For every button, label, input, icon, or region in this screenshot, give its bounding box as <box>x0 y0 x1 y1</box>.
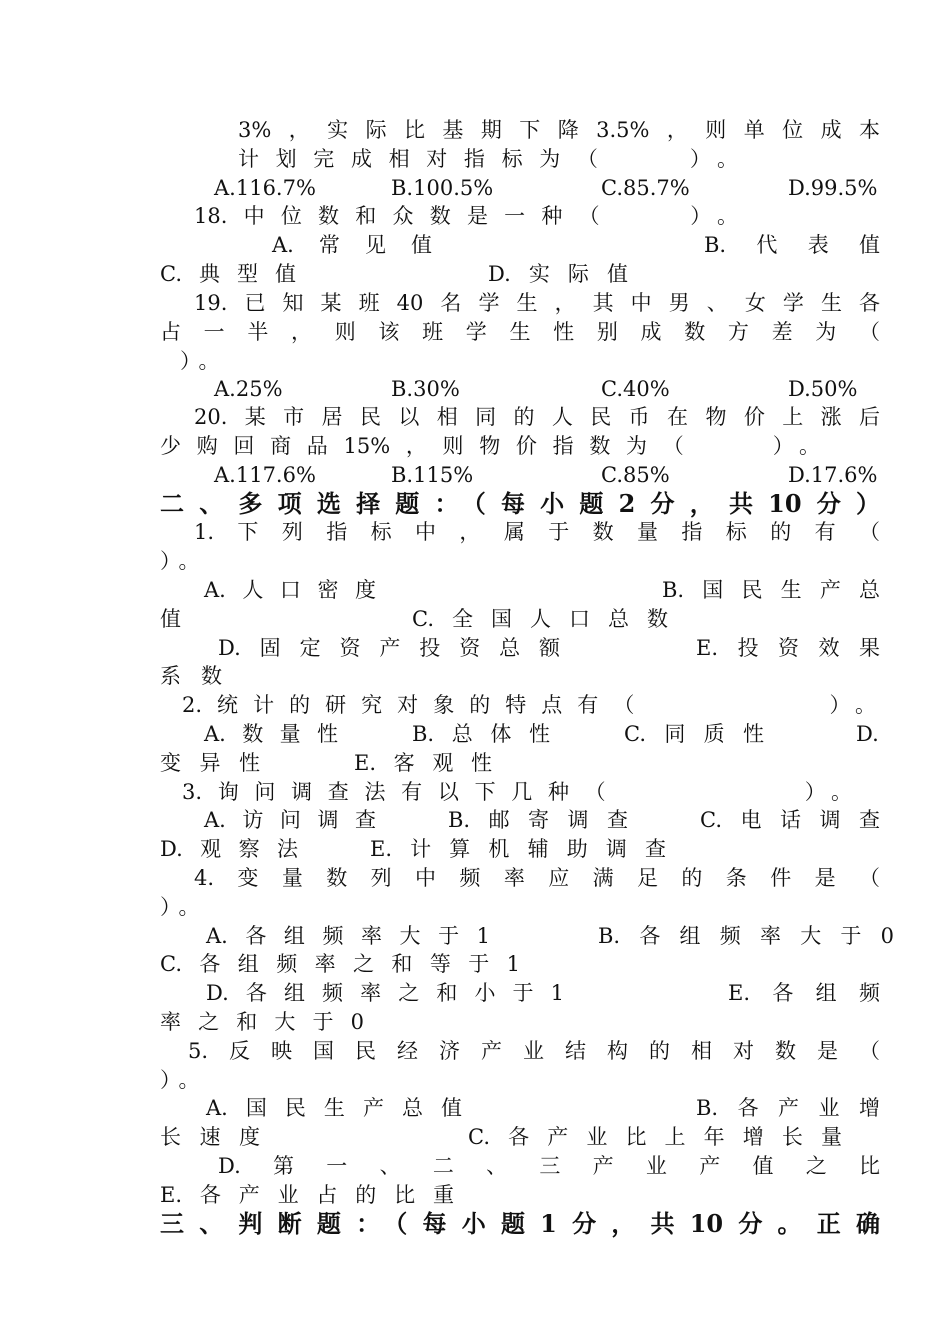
q17-line1: 3%，实际比基期下降3.5%，则单位成本 <box>238 118 880 142</box>
m3-option-e: E.计算机辅助调查 <box>370 837 666 861</box>
m5-option-a: A.国民生产总值 <box>206 1096 462 1120</box>
m5-line1: 5.反映国民经济产业结构的相对数是（ <box>188 1039 880 1063</box>
m4-option-c: C.各组频率之和等于1 <box>160 952 520 976</box>
q18-option-a: A.常见值 <box>272 233 432 257</box>
m5-option-e: E.各产业占的比重 <box>160 1183 454 1207</box>
m2-stem: 2.统计的研究对象的特点有（ ）。 <box>182 693 876 717</box>
m1-line2: ）。 <box>160 549 208 573</box>
q18-option-c: C.典型值 <box>160 262 296 286</box>
m3-option-b: B.邮寄调查 <box>448 808 628 832</box>
m2-option-c: C.同质性 <box>624 722 764 746</box>
section-3-heading: 三、判断题：（每小题1分，共10分。正确 <box>160 1209 880 1238</box>
q19-line2: 占一半，则该班学生性别成数方差为（ <box>160 320 880 344</box>
m2-option-a: A.数量性 <box>204 722 338 746</box>
q20-option-c: C.85% <box>601 463 670 487</box>
m1-option-c: C.全国人口总数 <box>412 607 668 631</box>
q17-option-c: C.85.7% <box>601 176 690 200</box>
m3-option-a: A.访问调查 <box>204 808 376 832</box>
q20-line2: 少购回商品15%，则物价指数为（ ）。 <box>160 434 820 458</box>
m2-option-d: D. <box>856 722 879 746</box>
m4-option-e-cont: 率之和大于0 <box>160 1010 364 1034</box>
m2-option-e: E.客观性 <box>354 751 492 775</box>
m1-option-d: D.固定资产投资总额 <box>218 636 560 660</box>
m1-option-e: E.投资效果 <box>696 636 880 660</box>
m4-option-e: E.各组频 <box>728 981 880 1005</box>
m5-option-d: D.第一、二、三产业产值之比 <box>218 1154 880 1178</box>
m5-option-c: C.各产业比上年增长量 <box>468 1125 842 1149</box>
q20-option-d: D.17.6% <box>788 463 878 487</box>
q20-option-b: B.115% <box>391 463 474 487</box>
q17-line2: 计划完成相对指标为（ ）。 <box>238 147 738 171</box>
q17-option-d: D.99.5% <box>788 176 878 200</box>
q19-option-b: B.30% <box>391 377 460 401</box>
m4-option-a: A.各组频率大于1 <box>206 924 490 948</box>
m4-option-b: B.各组频率大于0 <box>598 924 894 948</box>
m1-option-a: A.人口密度 <box>204 578 376 602</box>
m1-line1: 1.下列指标中，属于数量指标的有（ <box>194 520 880 544</box>
section-2-heading: 二、多项选择题：（每小题2分，共10分） <box>160 489 880 518</box>
q17-option-a: A.116.7% <box>214 176 316 200</box>
q19-line3: ）。 <box>180 349 228 373</box>
m1-option-e-cont: 系数 <box>160 664 222 688</box>
m1-option-b-cont: 值 <box>160 607 181 631</box>
q19-line1: 19.已知某班40名学生，其中男、女学生各 <box>194 291 880 315</box>
m3-option-c: C.电话调查 <box>700 808 880 832</box>
m5-option-b: B.各产业增 <box>696 1096 880 1120</box>
q18-stem: 18.中位数和众数是一种（ ）。 <box>194 204 738 228</box>
m2-option-b: B.总体性 <box>412 722 550 746</box>
m4-option-d: D.各组频率之和小于1 <box>206 981 564 1005</box>
q20-line1: 20.某市居民以相同的人民币在物价上涨后 <box>194 405 880 429</box>
q19-option-c: C.40% <box>601 377 670 401</box>
q18-option-b: B.代表值 <box>704 233 880 257</box>
q19-option-d: D.50% <box>788 377 858 401</box>
q18-option-d: D.实际值 <box>488 262 628 286</box>
m1-option-b: B.国民生产总 <box>662 578 880 602</box>
m4-line1: 4.变量数列中频率应满足的条件是（ <box>194 866 880 890</box>
q20-option-a: A.117.6% <box>214 463 316 487</box>
m3-stem: 3.询问调查法有以下几种（ ）。 <box>182 780 852 804</box>
m5-option-b-cont: 长速度 <box>160 1125 260 1149</box>
m4-line2: ）。 <box>160 895 208 919</box>
m2-option-d-cont: 变异性 <box>160 751 260 775</box>
m5-line2: ）。 <box>160 1068 208 1092</box>
q19-option-a: A.25% <box>214 377 283 401</box>
m3-option-d: D.观察法 <box>160 837 298 861</box>
q17-option-b: B.100.5% <box>391 176 494 200</box>
